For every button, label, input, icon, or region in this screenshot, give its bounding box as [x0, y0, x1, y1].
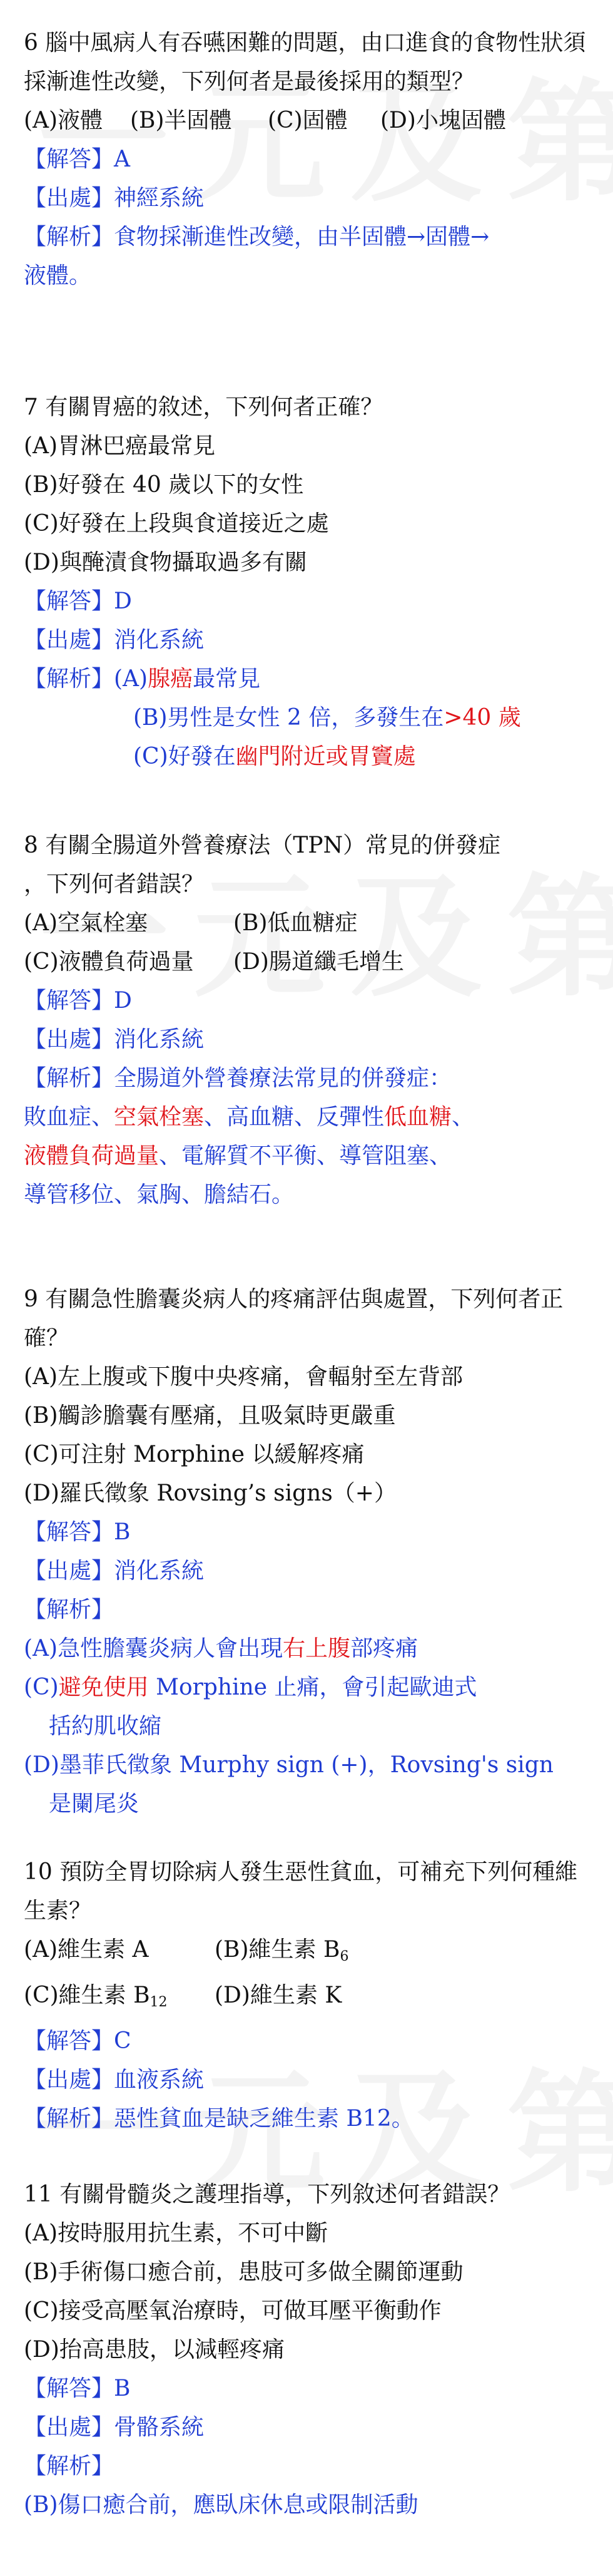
option-c: (C)可注射 Morphine 以緩解疼痛 — [24, 1442, 365, 1467]
explanation — [24, 660, 590, 699]
explanation-label: 【解析】 — [24, 1597, 114, 1623]
explanation-a-text: (A)急性膽囊炎病人會出現 — [24, 1636, 283, 1661]
complication-highlight: 空氣栓塞 — [114, 1104, 205, 1130]
question-stem: 9 有關急性膽囊炎病人的疼痛評估與處置，下列何者正確？ — [24, 1286, 564, 1351]
option-d: (D)腸道纖毛增生 — [233, 949, 404, 975]
options-row — [24, 101, 590, 140]
complication-highlight: 低血糖 — [384, 1104, 452, 1130]
option-a: (A)維生素 A — [24, 1937, 149, 1963]
options-row-2 — [24, 1976, 590, 2022]
explanation-a-prefix: (A) — [114, 666, 148, 692]
explanation-b: (B)傷口癒合前，應臥床休息或限制活動 — [24, 2492, 418, 2518]
question-9 — [24, 1280, 590, 1824]
source: 【出處】血液系統 — [24, 2067, 205, 2093]
options-row-2 — [24, 943, 590, 982]
explanation-c-text: (C)好發在 — [133, 744, 236, 769]
source: 【出處】消化系統 — [24, 1027, 205, 1052]
option-d: (D)小塊固體 — [380, 108, 506, 133]
option-b: (B)半固體 — [130, 108, 232, 133]
explanation-a-highlight: 右上腹 — [283, 1636, 351, 1661]
question-stem: 7 有關胃癌的敘述，下列何者正確？ — [24, 394, 383, 420]
option-c: (C)液體負荷過量 — [24, 949, 194, 975]
explanation-continued: 液體。 — [24, 263, 92, 289]
question-8 — [24, 826, 590, 1214]
explanation-label: 【解析】 — [24, 1065, 114, 1091]
option-b: (B)手術傷口癒合前，患肢可多做全關節運動 — [24, 2259, 464, 2285]
source: 【出處】骨骼系統 — [24, 2414, 205, 2440]
explanation-label: 【解析】 — [24, 2106, 114, 2132]
option-c — [24, 1976, 215, 2022]
explanation — [24, 218, 590, 257]
answer: 【解答】B — [24, 2376, 131, 2401]
explanation-d-continued: 是闌尾炎 — [49, 1791, 139, 1817]
answer: 【解答】B — [24, 1519, 131, 1545]
question-7 — [24, 388, 590, 776]
complications-line-1 — [24, 1098, 590, 1137]
explanation-label: 【解析】 — [24, 666, 114, 692]
complications-line-2 — [24, 1137, 590, 1176]
explanation-text: 惡性貧血是缺乏維生素 B12。 — [114, 2106, 414, 2132]
explanation-label: 【解析】 — [24, 224, 114, 250]
explanation-a — [24, 1629, 590, 1668]
source: 【出處】神經系統 — [24, 185, 205, 211]
option-d: (D)羅氏徵象 Rovsing’s signs（+） — [24, 1480, 397, 1506]
explanation-a-suffix: 部疼痛 — [350, 1636, 418, 1661]
option-a: (A)空氣栓塞 — [24, 910, 148, 936]
explanation-text: 全腸道外營養療法常見的併發症： — [114, 1065, 452, 1091]
explanation-label: 【解析】 — [24, 2453, 114, 2479]
answer: 【解答】A — [24, 146, 130, 172]
answer: 【解答】D — [24, 988, 132, 1013]
answer: 【解答】C — [24, 2028, 131, 2054]
option-c-subscript: 12 — [149, 1994, 168, 2010]
explanation — [24, 1059, 590, 1098]
option-a: (A)液體 — [24, 108, 103, 133]
complication-text: 、電解質不平衡、導管阻塞、 — [159, 1143, 452, 1169]
options-row-1 — [24, 1931, 590, 1976]
question-stem: 8 有關全腸道外營養療法（TPN）常見的併發症 — [24, 833, 501, 858]
option-c: (C)固體 — [268, 108, 348, 133]
explanation-b — [24, 699, 590, 737]
explanation-c — [24, 737, 590, 776]
option-c: (C)好發在上段與食道接近之處 — [24, 511, 329, 536]
explanation-c-highlight: 避免使用 — [58, 1675, 149, 1700]
option-c: (C)接受高壓氧治療時，可做耳壓平衡動作 — [24, 2298, 442, 2324]
source: 【出處】消化系統 — [24, 627, 205, 653]
option-d: (D)抬高患肢，以減輕疼痛 — [24, 2337, 285, 2363]
complication-text: 、高血糖、反彈性 — [204, 1104, 385, 1130]
option-b: (B)觸診膽囊有壓痛，且吸氣時更嚴重 — [24, 1403, 396, 1429]
question-stem: 6 腦中風病人有吞嚥困難的問題，由口進食的食物性狀須採漸進性改變，下列何者是最後採用的類型？ — [24, 30, 586, 95]
complication-highlight: 液體負荷過量 — [24, 1143, 160, 1169]
question-stem: 10 預防全胃切除病人發生惡性貧血，可補充下列何種維生素？ — [24, 1859, 578, 1924]
question-10 — [24, 1853, 590, 2138]
explanation-b-highlight: >40 歲 — [443, 705, 521, 731]
explanation-a-highlight: 腺癌 — [148, 666, 193, 692]
question-6 — [24, 24, 590, 295]
explanation-c — [24, 1668, 590, 1707]
explanation-text: 食物採漸進性改變，由半固體→固體→ — [114, 224, 490, 250]
complication-text: 敗血症、 — [24, 1104, 114, 1130]
complications-line-3: 導管移位、氣胸、膽結石。 — [24, 1182, 295, 1208]
explanation-a-suffix: 最常見 — [193, 666, 261, 692]
question-stem-continued: ，下列何者錯誤？ — [24, 871, 205, 897]
explanation-c-text: Morphine 止痛，會引起歐迪式 — [148, 1675, 477, 1700]
explanation — [24, 2100, 590, 2138]
option-b — [215, 1931, 348, 1976]
explanation-d: (D)墨菲氏徵象 Murphy sign (+)，Rovsing's sign — [24, 1752, 554, 1778]
option-c-text: (C)維生素 B — [24, 1983, 150, 2008]
source: 【出處】消化系統 — [24, 1558, 205, 1584]
option-a: (A)按時服用抗生素，不可中斷 — [24, 2220, 328, 2246]
explanation-c-highlight: 幽門附近或胃竇處 — [235, 744, 416, 769]
option-d: (D)與醃漬食物攝取過多有關 — [24, 550, 307, 575]
option-b-subscript: 6 — [340, 1949, 349, 1964]
explanation-c-prefix: (C) — [24, 1675, 59, 1700]
question-stem: 11 有關骨髓炎之護理指導，下列敘述何者錯誤？ — [24, 2182, 510, 2207]
options-row-1 — [24, 904, 590, 943]
answer: 【解答】D — [24, 588, 132, 614]
option-b-text: (B)維生素 B — [215, 1937, 340, 1963]
question-11 — [24, 2175, 590, 2525]
option-a: (A)左上腹或下腹中央疼痛，會輻射至左背部 — [24, 1364, 464, 1390]
option-b: (B)低血糖症 — [233, 910, 358, 936]
explanation-b-text: (B)男性是女性 2 倍，多發生在 — [133, 705, 444, 731]
complication-text: 、 — [452, 1104, 475, 1130]
explanation-c-continued: 括約肌收縮 — [49, 1713, 162, 1739]
option-d: (D)維生素 K — [215, 1983, 342, 2008]
option-b: (B)好發在 40 歲以下的女性 — [24, 472, 304, 498]
option-a: (A)胃淋巴癌最常見 — [24, 433, 216, 459]
